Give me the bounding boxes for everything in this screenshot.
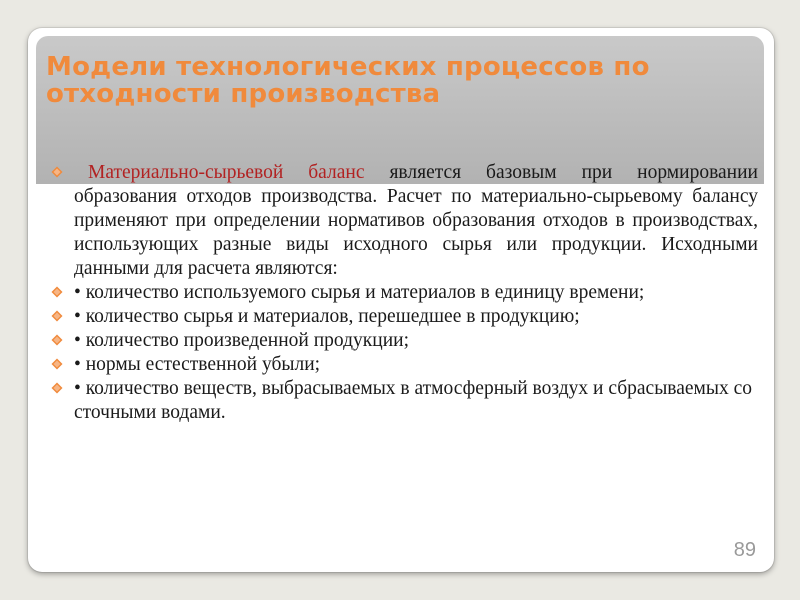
- bullet-list: [50, 161, 758, 425]
- slide-card: [28, 28, 774, 572]
- list-item: [50, 329, 758, 353]
- bullet-icon: [51, 382, 65, 396]
- list-item: [50, 353, 758, 377]
- intro-text: является базовым при нормировании образования отходов производства. Расчет по материально-сырьевому балансу применяют при определении нормативов образования отходов в производствах, использующих разные виды исходного сырья или продукции. Исходными данными для расчета являются:: [74, 162, 758, 279]
- bullet-icon: [51, 334, 65, 348]
- list-item-text: • количество веществ, выбрасываемых в атмосферный воздух и сбрасываемых со сточными водами.: [74, 378, 753, 423]
- lead-term: Материально-сырьевой баланс: [88, 162, 365, 183]
- list-item-text: • нормы естественной убыли;: [74, 354, 321, 375]
- list-item: [50, 305, 758, 329]
- list-item: [50, 377, 758, 425]
- page-number: 89: [733, 539, 756, 561]
- bullet-icon: [51, 166, 65, 180]
- bullet-icon: [51, 286, 65, 300]
- list-item: [50, 281, 758, 305]
- list-item-intro: [50, 161, 758, 281]
- slide-title: Модели технологических процессов по отходности производства: [46, 52, 650, 109]
- bullet-icon: [51, 310, 65, 324]
- list-item-text: • количество сырья и материалов, перешедшее в продукцию;: [74, 306, 580, 327]
- list-item-text: • количество используемого сырья и материалов в единицу времени;: [74, 282, 645, 303]
- list-item-text: • количество произведенной продукции;: [74, 330, 409, 351]
- bullet-icon: [51, 358, 65, 372]
